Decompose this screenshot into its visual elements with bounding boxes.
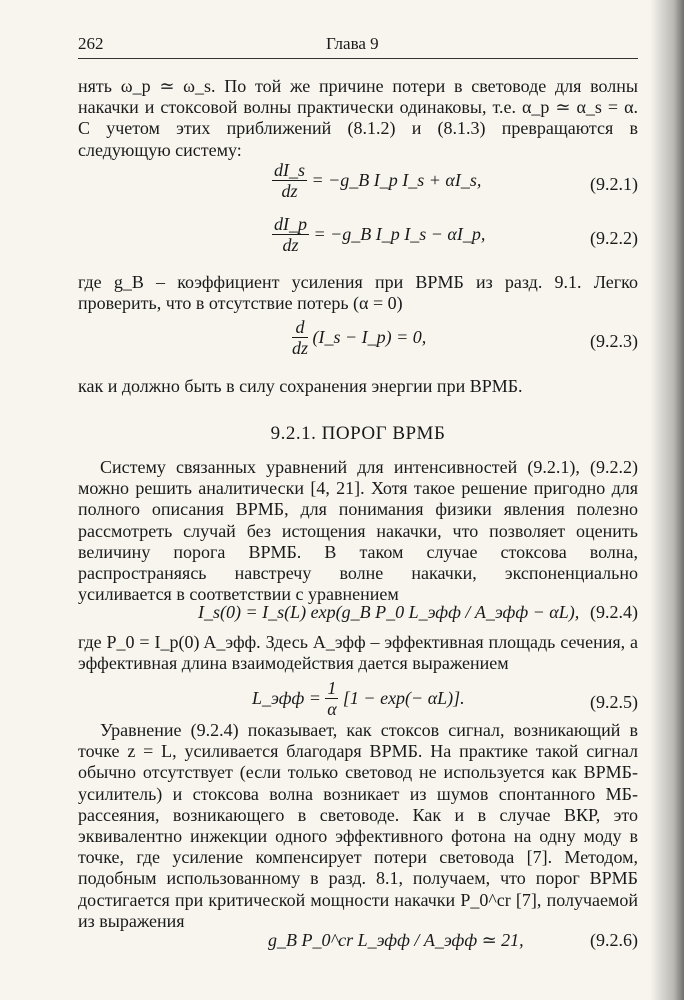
eq5-label: (9.2.5) (590, 692, 638, 712)
equation-9-2-4 (78, 602, 638, 624)
paragraph-2: где g_B – коэффициент усиления при ВРМБ из разд. 9.1. Легко проверить, что в отсутствие потерь (α = 0) (78, 272, 638, 314)
paragraph-3: как и должно быть в силу сохранения энергии при ВРМБ. (78, 376, 523, 396)
eq3-label: (9.2.3) (590, 331, 638, 351)
paragraph-4: Систему связанных уравнений для интенсивностей (9.2.1), (9.2.2) можно решить аналитически [4, 21]. Хотя такое решение пригодно для полного описания ВРМБ, для понимания физики явления полезно рассмотреть случай без истощения накачки, что позволяет оценить величину порога ВРМБ. В таком случае стоксова волна, распространяясь навстречу волне накачки, экспоненциально усиливается в соответствии с уравнением (78, 457, 638, 605)
paragraph-5: где P_0 = I_p(0) A_эфф. Здесь A_эфф – эффективная площадь сечения, а эффективная длина взаимодействия дается выражением (78, 632, 638, 674)
equation-9-2-3 (78, 317, 638, 367)
eq6-label: (9.2.6) (590, 930, 638, 950)
eq1-denominator: dz (281, 181, 298, 201)
eq2-label: (9.2.2) (590, 228, 638, 248)
eq2-denominator: dz (282, 235, 299, 255)
paragraph-1: нять ω_p ≃ ω_s. По той же причине потери в световоде для волны накачки и стоксовой волны практически одинаковы, т.е. α_p ≃ α_s = α. С учетом этих приближений (8.1.2) и (8.1.3) превращаются в следующую систему: (78, 76, 638, 160)
eq5-lhs: L_эфф = (252, 688, 321, 708)
paragraph-6: Уравнение (9.2.4) показывает, как стоксов сигнал, возникающий в точке z = L, усиливается благодаря ВРМБ. На практике такой сигнал обычно отсутствует (если только световод не используется как ВРМБ-усилитель) и стоксова волна возникает из шумов спонтанного МБ-рассеяния, возникающего в световоде. Как и в случае ВКР, это эквивалентно инжекции одного эффективного фотона на одну моду в точке, где усиление компенсирует потери световода [7]. Методом, подобным использованному в разд. 8.1, получаем, что порог ВРМБ достигается при критической мощности накачки P_0^cr [7], получаемой из выражения (78, 720, 638, 931)
eq3-numerator: d (292, 317, 308, 338)
eq3-denominator: dz (292, 338, 309, 358)
eq6-body: g_B P_0^cr L_эфф / A_эфф ≃ 21, (268, 930, 524, 950)
eq4-body: I_s(0) = I_s(L) exp(g_B P_0 L_эфф / A_эфф − αL), (198, 602, 580, 622)
equation-9-2-2 (78, 214, 638, 264)
page-header (78, 34, 638, 58)
eq2-numerator: dI_p (274, 214, 307, 234)
eq1-numerator: dI_s (274, 160, 305, 180)
eq3-rhs: (I_s − I_p) = 0, (312, 327, 427, 347)
eq1-label: (9.2.1) (590, 174, 638, 194)
eq5-denominator: α (327, 699, 337, 719)
header-rule (78, 58, 638, 59)
equation-9-2-1 (78, 160, 638, 210)
eq2-rhs: = −g_B I_p I_s − αI_p, (313, 224, 486, 244)
section-title: 9.2.1. ПОРОГ ВРМБ (270, 423, 446, 444)
running-title: Глава 9 (326, 34, 379, 53)
page-edge-shadow (650, 0, 684, 1000)
eq4-label: (9.2.4) (590, 602, 638, 622)
eq1-rhs: = −g_B I_p I_s + αI_s, (311, 170, 482, 190)
page-number: 262 (78, 34, 104, 53)
eq5-rhs: [1 − exp(− αL)]. (342, 688, 465, 708)
eq5-numerator: 1 (327, 678, 337, 698)
equation-9-2-6 (78, 930, 638, 952)
